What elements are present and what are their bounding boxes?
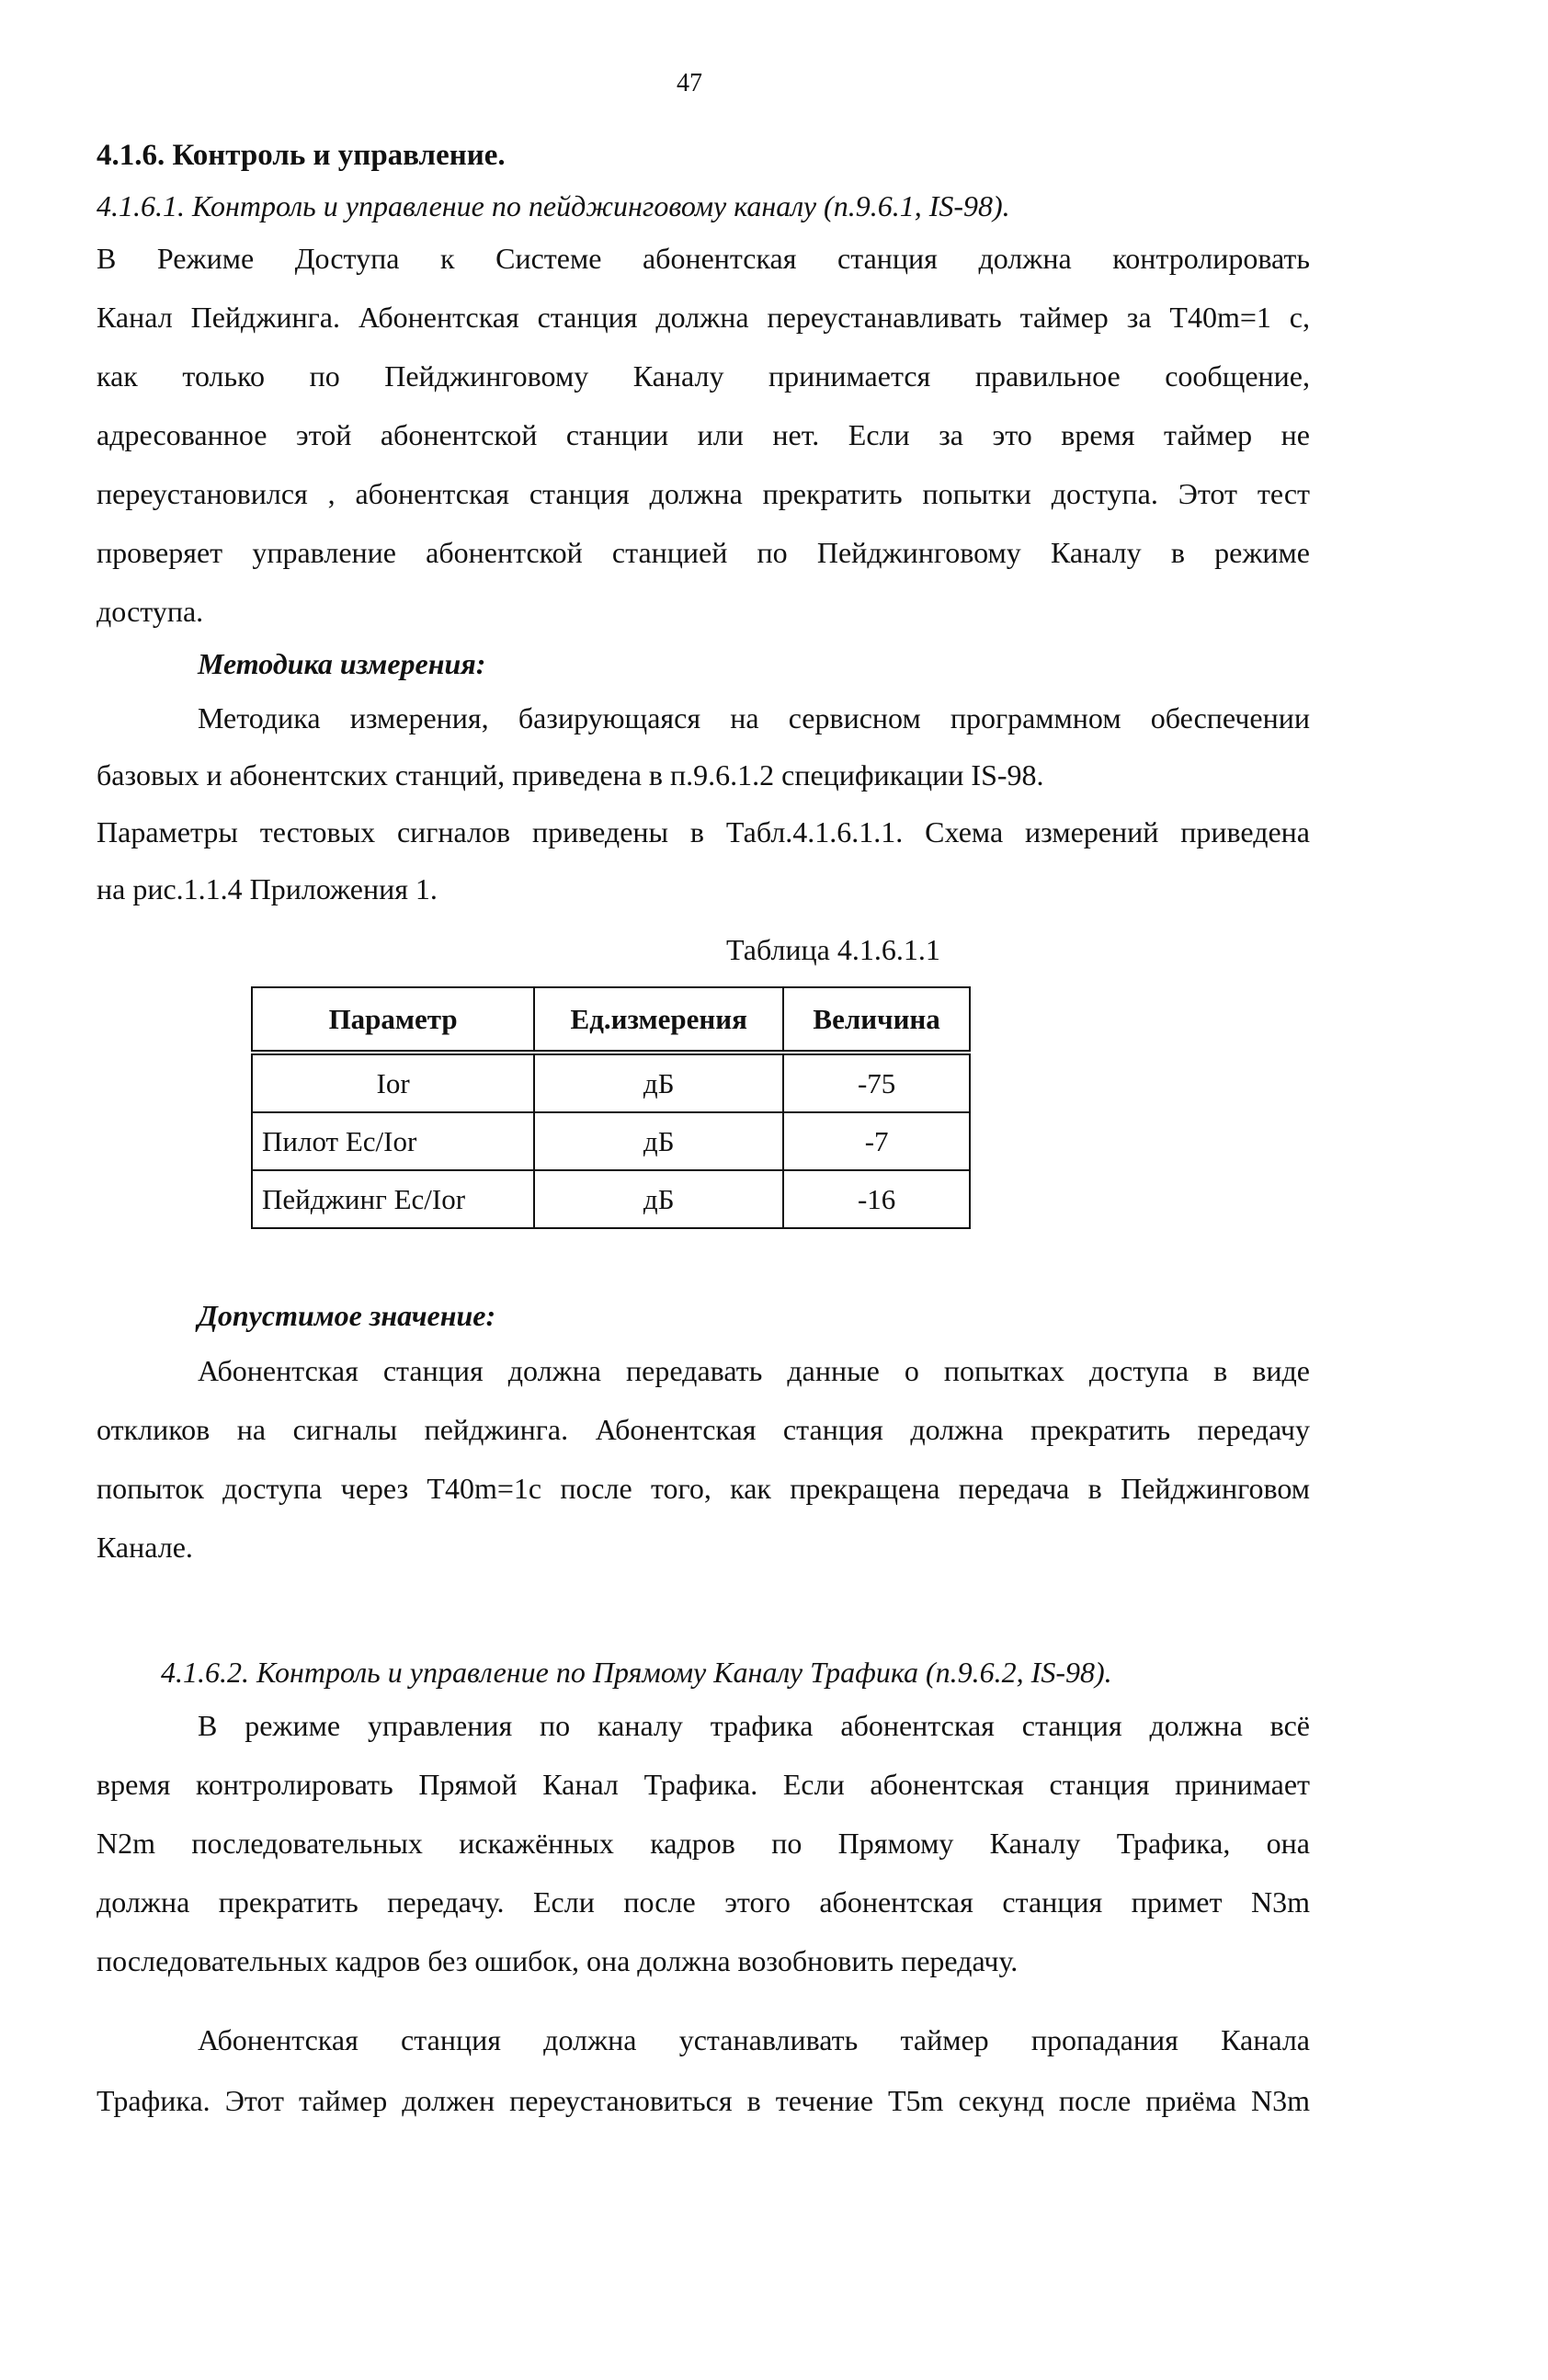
text-line: откликов на сигналы пейджинга. Абонентская станция должна прекратить передачу — [97, 1413, 1310, 1446]
paragraph-traffic-timer — [97, 2022, 1310, 2144]
table-row — [252, 1170, 970, 1228]
paragraph-method — [97, 700, 1310, 928]
table-cell: Пейджинг Ec/Ior — [252, 1170, 534, 1228]
subsection-heading-1: 4.1.6.1. Контроль и управление по пейджинговому каналу (п.9.6.1, IS-98). — [97, 189, 1010, 222]
table-cell: -7 — [783, 1112, 970, 1170]
text-line: Канале. — [97, 1531, 193, 1564]
text-line: В Режиме Доступа к Системе абонентская станция должна контролировать — [97, 242, 1310, 275]
method-heading: Методика измерения: — [198, 647, 486, 680]
table-cell: -16 — [783, 1170, 970, 1228]
paragraph-traffic-control — [97, 1708, 1310, 2002]
table-caption: Таблица 4.1.6.1.1 — [726, 933, 940, 966]
text-line: N2m последовательных искажённых кадров по Прямому Каналу Трафика, она — [97, 1827, 1310, 1860]
table-cell: дБ — [534, 1170, 783, 1228]
subsection-heading-2: 4.1.6.2. Контроль и управление по Прямому Каналу Трафика (п.9.6.2, IS-98). — [161, 1656, 1112, 1689]
text-line: доступа. — [97, 595, 204, 628]
text-line: адресованное этой абонентской станции или нет. Если за это время таймер не — [97, 418, 1310, 451]
table-header-cell: Величина — [783, 987, 970, 1053]
table-cell: дБ — [534, 1112, 783, 1170]
text-line: время контролировать Прямой Канал Трафика. Если абонентская станция принимает — [97, 1768, 1310, 1801]
table-cell: дБ — [534, 1053, 783, 1112]
text-line: проверяет управление абонентской станцией по Пейджинговому Каналу в режиме — [97, 536, 1310, 569]
text-line: Канал Пейджинга. Абонентская станция должна переустанавливать таймер за T40m=1 с, — [97, 301, 1310, 334]
table-row — [252, 1053, 970, 1112]
text-line: последовательных кадров без ошибок, она должна возобновить передачу. — [97, 1944, 1019, 1977]
text-line: В режиме управления по каналу трафика абонентская станция должна всё — [198, 1709, 1310, 1742]
text-line: как только по Пейджинговому Каналу принимается правильное сообщение, — [97, 359, 1310, 393]
text-line: Трафика. Этот таймер должен переустановиться в течение T5m секунд после приёма N3m — [97, 2084, 1310, 2117]
text-line: попыток доступа через T40m=1с после того, как прекращена передача в Пейджинговом — [97, 1472, 1310, 1505]
text-line: должна прекратить передачу. Если после этого абонентская станция примет N3m — [97, 1885, 1310, 1919]
text-line: Абонентская станция должна устанавливать таймер пропадания Канала — [198, 2023, 1310, 2056]
allowed-value-heading: Допустимое значение: — [198, 1299, 496, 1332]
parameters-table — [251, 986, 971, 1229]
table-row — [252, 1112, 970, 1170]
page-number: 47 — [677, 69, 702, 97]
text-line: Абонентская станция должна передавать данные о попытках доступа в виде — [198, 1354, 1310, 1387]
text-line: на рис.1.1.4 Приложения 1. — [97, 872, 438, 905]
section-heading: 4.1.6. Контроль и управление. — [97, 139, 506, 172]
paragraph-allowed-value — [97, 1353, 1310, 1589]
text-line: базовых и абонентских станций, приведена в п.9.6.1.2 спецификации IS-98. — [97, 758, 1044, 791]
table-header-cell: Ед.измерения — [534, 987, 783, 1053]
text-line: переустановился , абонентская станция должна прекратить попытки доступа. Этот тест — [97, 477, 1310, 510]
table-cell: Пилот Ec/Ior — [252, 1112, 534, 1170]
table-cell: Ior — [252, 1053, 534, 1112]
text-line: Методика измерения, базирующаяся на сервисном программном обеспечении — [198, 701, 1310, 734]
table-header-cell: Параметр — [252, 987, 534, 1053]
text-line: Параметры тестовых сигналов приведены в Табл.4.1.6.1.1. Схема измерений приведена — [97, 815, 1310, 848]
paragraph-paging-control — [97, 241, 1310, 653]
table-cell: -75 — [783, 1053, 970, 1112]
table-header-row — [252, 987, 970, 1053]
